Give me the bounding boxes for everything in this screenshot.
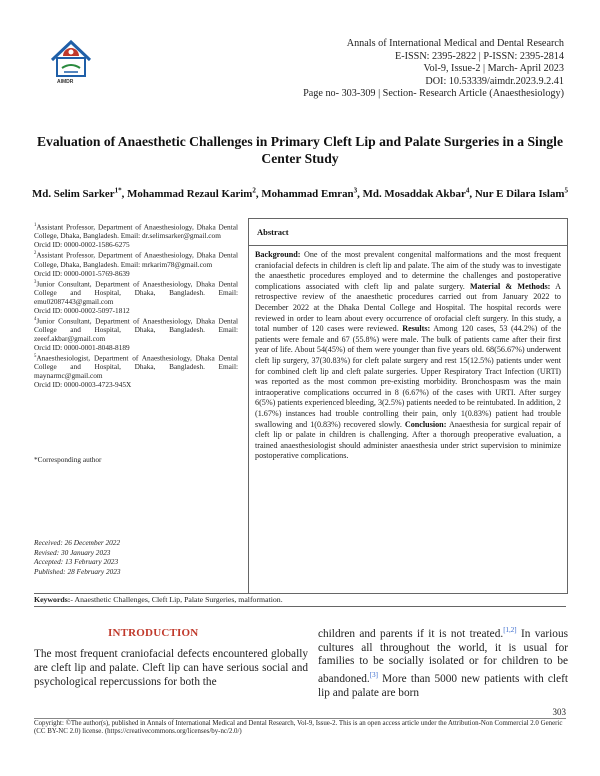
affiliation-orcid: Orcid ID: 0000-0002-5097-1812 bbox=[34, 305, 130, 315]
journal-pages: Page no- 303-309 | Section- Research Article (Anaesthesiology) bbox=[303, 88, 564, 100]
article-title: Evaluation of Anaesthetic Challenges in Primary Cleft Lip and Palate Surgeries in a Single Center Study bbox=[36, 134, 563, 166]
affiliation-orcid: Orcid ID: 0000-0002-1586-6275 bbox=[34, 240, 130, 250]
keywords-label: Keywords: bbox=[34, 595, 71, 604]
affiliation: $^3$Junior Consultant, Department of Anaesthesiology, Dhaka Dental College and Hospital, Dhaka, Bangladesh. Email: emu02087443@gmail.com bbox=[34, 278, 238, 306]
journal-logo bbox=[48, 38, 94, 80]
keywords-text: - Anaesthetic Challenges, Cleft Lip, Palate Surgeries, malformation. bbox=[70, 595, 283, 604]
journal-issn: E-ISSN: 2395-2822 | P-ISSN: 2395-2814 bbox=[394, 50, 564, 62]
logo-text: AIMDR bbox=[57, 79, 74, 85]
keywords-bar bbox=[34, 593, 566, 607]
affiliation: $^2$Assistant Professor, Department of Anaesthesiology, Dhaka Dental College, Dhaka, Bangladesh. Email: mrkarim78@gmail.com bbox=[34, 250, 238, 269]
abstract-divider bbox=[249, 245, 567, 246]
affiliation: $^4$Junior Consultant, Department of Anaesthesiology, Dhaka Dental College and Hospital, Dhaka, Bangladesh. Email: zeeef.akbar@gmail.com bbox=[34, 316, 238, 344]
date-revised: Revised: 30 January 2023 bbox=[34, 547, 111, 557]
author: Md. Selim Sarker$^{1*}$, bbox=[31, 186, 128, 200]
date-published: Published: 28 February 2023 bbox=[34, 567, 121, 577]
author: Md. Mosaddak Akbar$^4$, bbox=[362, 186, 475, 200]
abstract-box bbox=[248, 218, 568, 594]
journal-volume: Vol-9, Issue-2 | March- April 2023 bbox=[423, 63, 564, 75]
citation-link[interactable]: [3] bbox=[369, 671, 378, 680]
abstract-text: Background: One of the most prevalent congenital malformations and the most frequent craniofacial defects in children is cleft lip and palate. The aim of the study was to investigate the anaesthetic procedures employed and to determine the challenges and postoperative complications associated with cleft lip and palate surgery. Material & Methods: A retrospective review of the anaesthetic procedures carried out from January 2022 to December 2022 at the Dhaka Dental College and Hospital. The hospital records were reviewed in order to learn about every occurrence of orofacial cleft surgery. In this study, a total number of 120 cases were reviewed. Results: Among 120 cases, 53 (44.2%) of the patients were female and 67 (55.8%) were male. The bulk of patients came after their first year of life. About 54(45%) of them were younger than five years old. 68(56.67%) underwent cleft lip surgery, 37(30.83%) for cleft palate surgery and rest 15(12.5%) patients under went for combined cleft lip and cleft palate surgeries. Upper Respiratory Tract Infection (URTI) was reported as the most common pre-existing morbidity. Bronchospasm was the main intraoperative complications occurred in 8 (6.67%) of the cases with URTI. After surgey 6(5%) patients experienced bleeding, 3(2.5%) patients needed to be reintubated. In addition, 2 (1.67%) instances had trouble controlling their pain, only 1(0.83%) patient had trouble swallowing and 1(0.83%) recovered slowly. Conclusion: Anaesthesia for surgical repair of cleft lip or palate in children is challenging. After a thorough preoperative evaluation, a trained anaesthesiologist should administer anaesthesia under strict supervision to minimize postoperative complications. bbox=[255, 250, 561, 461]
journal-header bbox=[303, 38, 564, 101]
affiliation-orcid: Orcid ID: 0000-0003-4723-945X bbox=[34, 380, 132, 390]
logo-house-icon bbox=[48, 38, 94, 80]
abstract-heading: Abstract bbox=[257, 227, 289, 237]
affiliation: $^1$Assistant Professor, Department of Anaesthesiology, Dhaka Dental College, Dhaka, Bangladesh. Email: dr.selimsarker@gmail.com bbox=[34, 222, 238, 241]
journal-doi[interactable]: DOI: 10.53339/aimdr.2023.9.2.41 bbox=[425, 75, 564, 87]
introduction-heading: INTRODUCTION bbox=[108, 627, 199, 639]
affiliations bbox=[34, 222, 238, 390]
author: Mohammad Rezaul Karim$^2$, bbox=[127, 186, 262, 200]
author-list bbox=[28, 183, 572, 201]
author: Mohammad Emran$^3$, bbox=[261, 186, 363, 200]
citation-link[interactable]: [1,2] bbox=[503, 626, 517, 634]
journal-name: Annals of International Medical and Dental Research bbox=[346, 38, 564, 49]
corresponding-author-note: *Corresponding author bbox=[34, 455, 102, 464]
copyright-notice: Copyright: ©The author(s), published in Annals of International Medical and Dental Research, Vol-9, Issue-2. This is an open access article under the Attribution-Non Commercial 2.0 Generic (CC BY-NC 2.0) license. (https://creativecommons.org/licenses/by-nc/2.0/) bbox=[34, 720, 563, 736]
introduction-right-column: children and parents if it is not treated.[1,2] In various cultures all throughout the world, it is usual for families to be socially isolated or for children to be abandoned.[3] More than 5000 new patients with cleft lip and palate are born bbox=[318, 626, 568, 699]
affiliation: $^5$Anaesthesiologist, Department of Anaesthesiology, Dhaka Dental College and Hospital, Dhaka, Bangladesh. Email: maynarmc@gmail.com bbox=[34, 353, 238, 381]
page-number: 303 bbox=[552, 707, 566, 717]
author: Nur E Dilara Islam$^5$ bbox=[474, 186, 569, 200]
article-dates bbox=[34, 538, 121, 577]
footer-divider bbox=[34, 718, 566, 719]
affiliation-orcid: Orcid ID: 0000-0001-8048-8189 bbox=[34, 343, 130, 353]
date-accepted: Accepted: 13 February 2023 bbox=[34, 557, 119, 567]
introduction-left-column: The most frequent craniofacial defects encountered globally are cleft lip and palate. Cleft lip can have serious social and psychological repercussions for both the bbox=[34, 648, 308, 688]
affiliation-orcid: Orcid ID: 0000-0001-5769-8639 bbox=[34, 268, 130, 278]
date-received: Received: 26 December 2022 bbox=[34, 538, 121, 547]
